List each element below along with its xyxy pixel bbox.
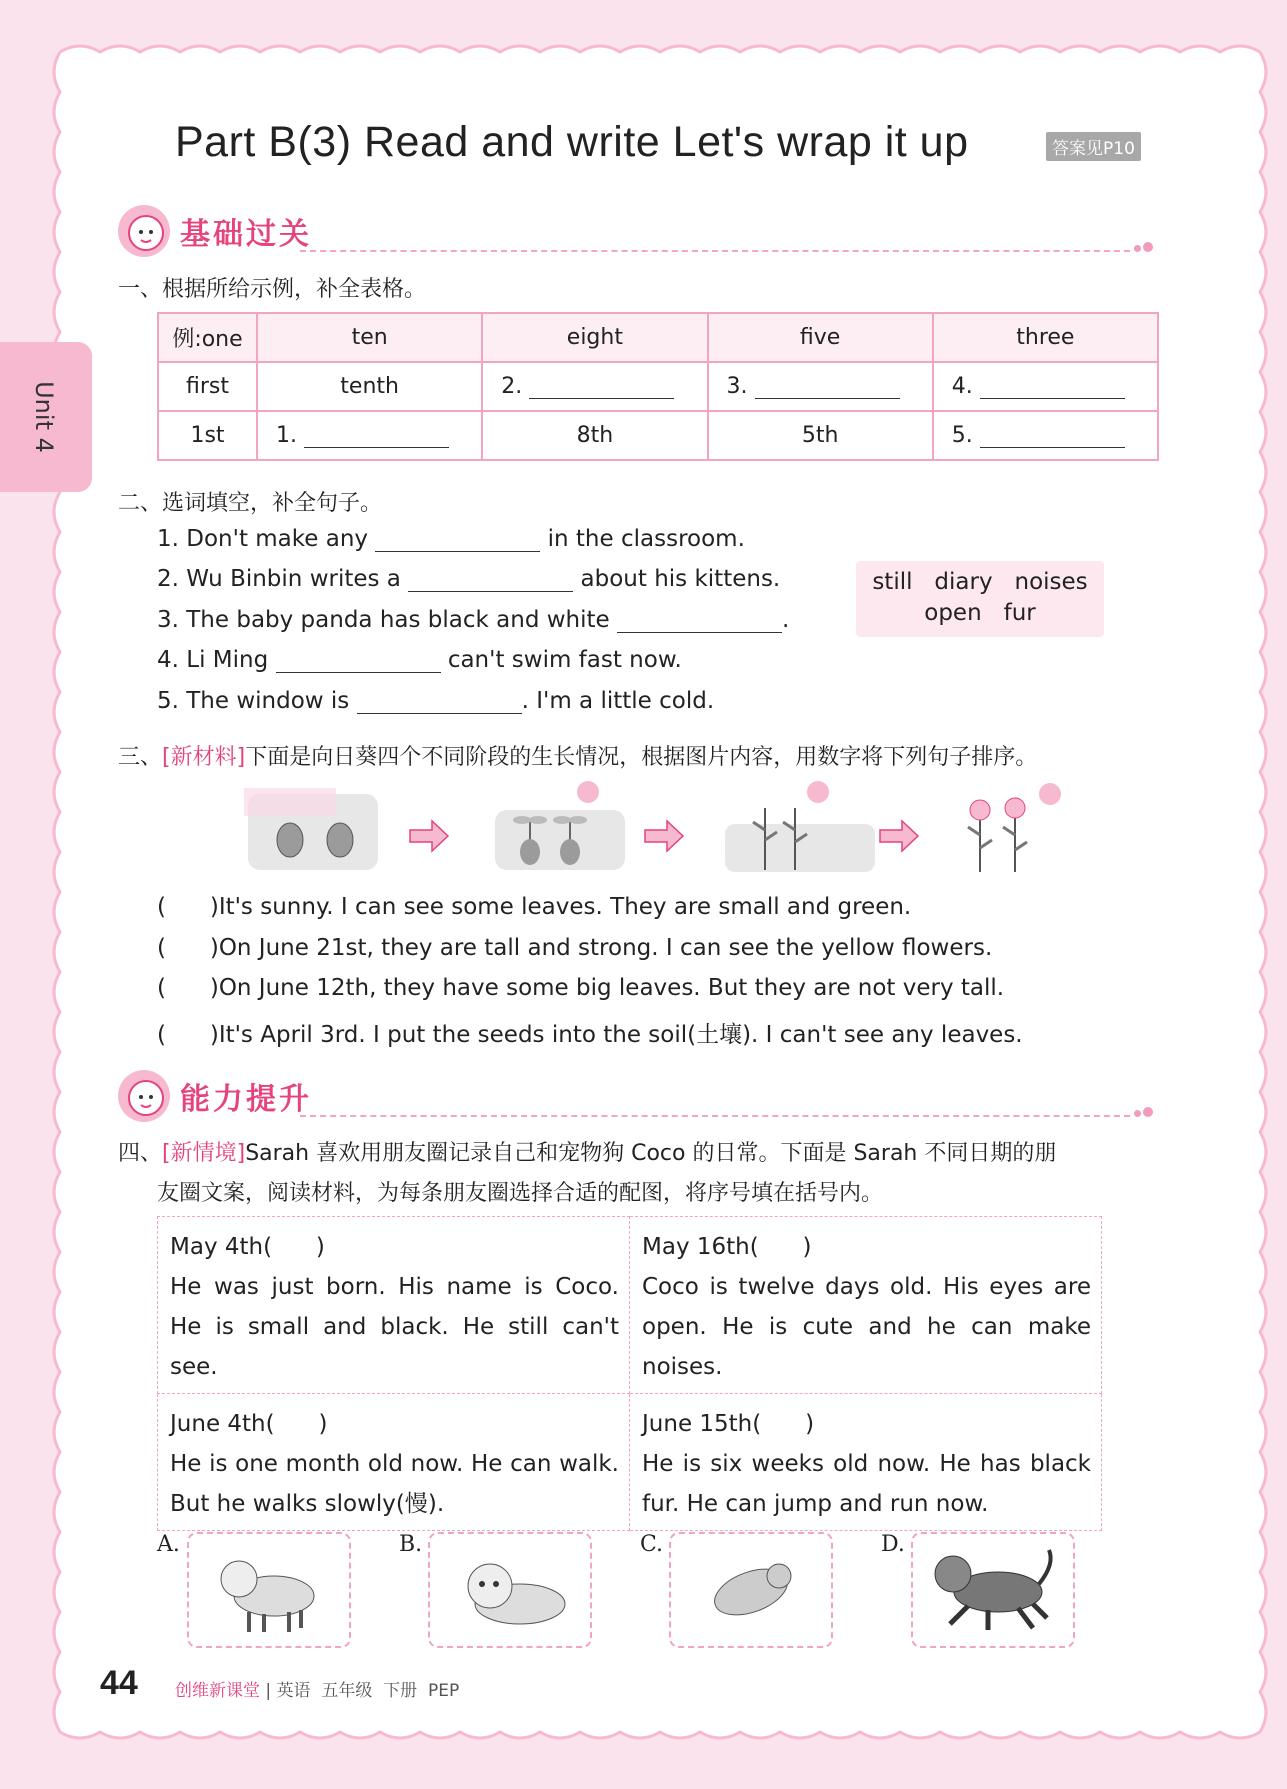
table-blank-cell[interactable] — [708, 362, 933, 411]
answer-blank[interactable] — [304, 447, 449, 448]
table-blank-cell[interactable] — [482, 362, 707, 411]
word-bank-box — [856, 561, 1104, 637]
table-cell: first — [158, 362, 257, 411]
item-text: On June 21st, they are tall and strong. I can see the yellow flowers. — [218, 935, 993, 961]
newborn-puppy-picture — [669, 1532, 833, 1648]
answer-paren[interactable]: ( ) — [157, 894, 219, 920]
item-text: It's April 3rd. I put the seeds into the soil(土壤). I can't see any leaves. — [218, 1022, 1023, 1048]
item-text: On June 12th, they have some big leaves. But they are not very tall. — [218, 975, 1005, 1001]
q1-instruction: 一、根据所给示例，补全表格。 — [118, 277, 427, 302]
table-cell: 例:one — [158, 313, 257, 362]
q3-item-1 — [157, 894, 911, 920]
picture-label-a: A. — [157, 1532, 180, 1557]
table-blank-cell[interactable] — [933, 362, 1158, 411]
q4-instruction-line1 — [118, 1136, 1056, 1167]
sprout-stage-picture — [495, 781, 625, 870]
footer-book-info: 英语 五年级 下册 PEP — [276, 1681, 460, 1701]
picture-label-b: B. — [399, 1532, 423, 1557]
answer-blank[interactable] — [980, 398, 1125, 399]
section-dots — [1134, 237, 1155, 256]
table-cell: ten — [257, 313, 482, 362]
table-cell: 1st — [158, 411, 257, 460]
post-cell — [158, 1394, 630, 1531]
blank-number: 3. — [726, 374, 748, 399]
footer-info: 创维新课堂 | 英语 五年级 下册 PEP — [175, 1681, 460, 1701]
instruction-text: Sarah 喜欢用朋友圈记录自己和宠物狗 Coco 的日常。下面是 Sarah 不同日期的朋 — [245, 1141, 1057, 1166]
section-heading-basic: 基础过关 — [180, 217, 312, 252]
post-cell — [630, 1394, 1102, 1531]
blank-number: 1. — [276, 423, 297, 448]
seed-stage-picture — [244, 788, 378, 870]
question-number: 四、 — [118, 1141, 163, 1166]
blank-number: 2. — [501, 374, 523, 399]
post-text: He is six weeks old now. He has black fur. He can jump and run now. — [642, 1451, 1091, 1517]
section-divider — [300, 1115, 1130, 1117]
post-cell — [158, 1217, 630, 1394]
q4-instruction-line2: 友圈文案，阅读材料，为每条朋友圈选择合适的配图，将序号填在括号内。 — [157, 1181, 884, 1206]
footer-brand: 创维新课堂 — [175, 1681, 260, 1701]
answer-blank[interactable] — [529, 398, 674, 399]
girl-mascot-icon — [116, 1068, 172, 1124]
post-date[interactable]: May 16th( ) — [642, 1234, 812, 1260]
table-cell: eight — [482, 313, 707, 362]
post-date[interactable]: June 15th( ) — [642, 1411, 815, 1437]
puppy-walking-picture — [187, 1532, 351, 1648]
blank-number: 4. — [951, 374, 973, 399]
sentence-text: 1. Don't make any — [157, 526, 369, 552]
item-text: It's sunny. I can see some leaves. They are small and green. — [218, 894, 912, 920]
answer-blank[interactable] — [408, 565, 573, 592]
sentence-text: . — [782, 607, 790, 633]
new-context-tag: [新情境] — [162, 1141, 246, 1166]
arrow-icon — [880, 821, 918, 851]
sentence-text: 5. The window is — [157, 688, 350, 714]
ordinal-table — [157, 312, 1159, 461]
new-material-tag: [新材料] — [162, 745, 246, 770]
sentence-text: 3. The baby panda has black and white — [157, 607, 610, 633]
q2-sentence-4 — [157, 646, 682, 673]
leaves-stage-picture — [725, 781, 875, 872]
q2-sentence-2 — [157, 565, 780, 592]
post-text: Coco is twelve days old. His eyes are open. He is cute and he can make noises. — [642, 1274, 1091, 1380]
q3-instruction — [118, 740, 1037, 771]
flower-stage-picture — [968, 783, 1061, 872]
post-text: He was just born. His name is Coco. He is small and black. He still can't see. — [170, 1274, 619, 1380]
q2-sentence-3 — [157, 606, 789, 633]
post-text: He is one month old now. He can walk. But he walks slowly(慢). — [170, 1451, 619, 1517]
answer-blank[interactable] — [375, 525, 540, 552]
post-date[interactable]: June 4th( ) — [170, 1411, 328, 1437]
q3-item-3 — [157, 975, 1004, 1001]
table-cell: five — [708, 313, 933, 362]
picture-label-d: D. — [881, 1532, 905, 1557]
section-heading-advanced: 能力提升 — [180, 1082, 312, 1117]
word-bank-line: open fur — [924, 600, 1036, 626]
table-cell: 5th — [708, 411, 933, 460]
arrow-icon — [645, 821, 683, 851]
sentence-text: in the classroom. — [547, 526, 745, 552]
answer-paren[interactable]: ( ) — [157, 975, 219, 1001]
sentence-text: 2. Wu Binbin writes a — [157, 566, 401, 592]
page-title: Part B(3) Read and write Let's wrap it up — [175, 118, 969, 166]
section-divider — [300, 250, 1130, 252]
girl-mascot-icon — [116, 203, 172, 259]
answer-blank[interactable] — [755, 398, 900, 399]
instruction-text: 下面是向日葵四个不同阶段的生长情况，根据图片内容，用数字将下列句子排序。 — [245, 745, 1038, 770]
question-number: 三、 — [118, 745, 163, 770]
answer-paren[interactable]: ( ) — [157, 1022, 219, 1048]
sentence-text: . I'm a little cold. — [521, 688, 715, 714]
q2-instruction: 二、选词填空，补全句子。 — [118, 491, 383, 516]
puppy-lying-picture — [428, 1532, 592, 1648]
post-cell — [630, 1217, 1102, 1394]
page-number: 44 — [100, 1664, 138, 1702]
unit-tab — [0, 342, 92, 492]
post-date[interactable]: May 4th( ) — [170, 1234, 325, 1260]
section-dots — [1134, 1102, 1155, 1121]
table-blank-cell[interactable] — [257, 411, 482, 460]
answer-blank[interactable] — [617, 606, 782, 633]
blank-number: 5. — [951, 423, 973, 448]
sentence-text: can't swim fast now. — [447, 647, 682, 673]
answer-blank[interactable] — [980, 447, 1125, 448]
answer-paren[interactable]: ( ) — [157, 935, 219, 961]
word-bank-line: still diary noises — [872, 569, 1088, 595]
q2-sentence-5 — [157, 687, 714, 714]
moments-posts-table — [157, 1216, 1102, 1531]
q3-item-2 — [157, 935, 992, 961]
answer-blank[interactable] — [276, 646, 441, 673]
sentence-text: about his kittens. — [580, 566, 781, 592]
table-cell: tenth — [257, 362, 482, 411]
table-cell: three — [933, 313, 1158, 362]
picture-label-c: C. — [640, 1532, 664, 1557]
sunflower-stages-illustration — [240, 780, 1140, 880]
unit-tab-label: Unit 4 — [30, 381, 58, 453]
answer-blank[interactable] — [357, 687, 522, 714]
table-cell: 8th — [482, 411, 707, 460]
sentence-text: 4. Li Ming — [157, 647, 269, 673]
arrow-icon — [410, 821, 448, 851]
puppy-running-picture — [911, 1532, 1075, 1648]
answer-reference-badge: 答案见P10 — [1046, 132, 1141, 161]
table-blank-cell[interactable] — [933, 411, 1158, 460]
q2-sentence-1 — [157, 525, 745, 552]
q3-item-4 — [157, 1016, 1023, 1049]
